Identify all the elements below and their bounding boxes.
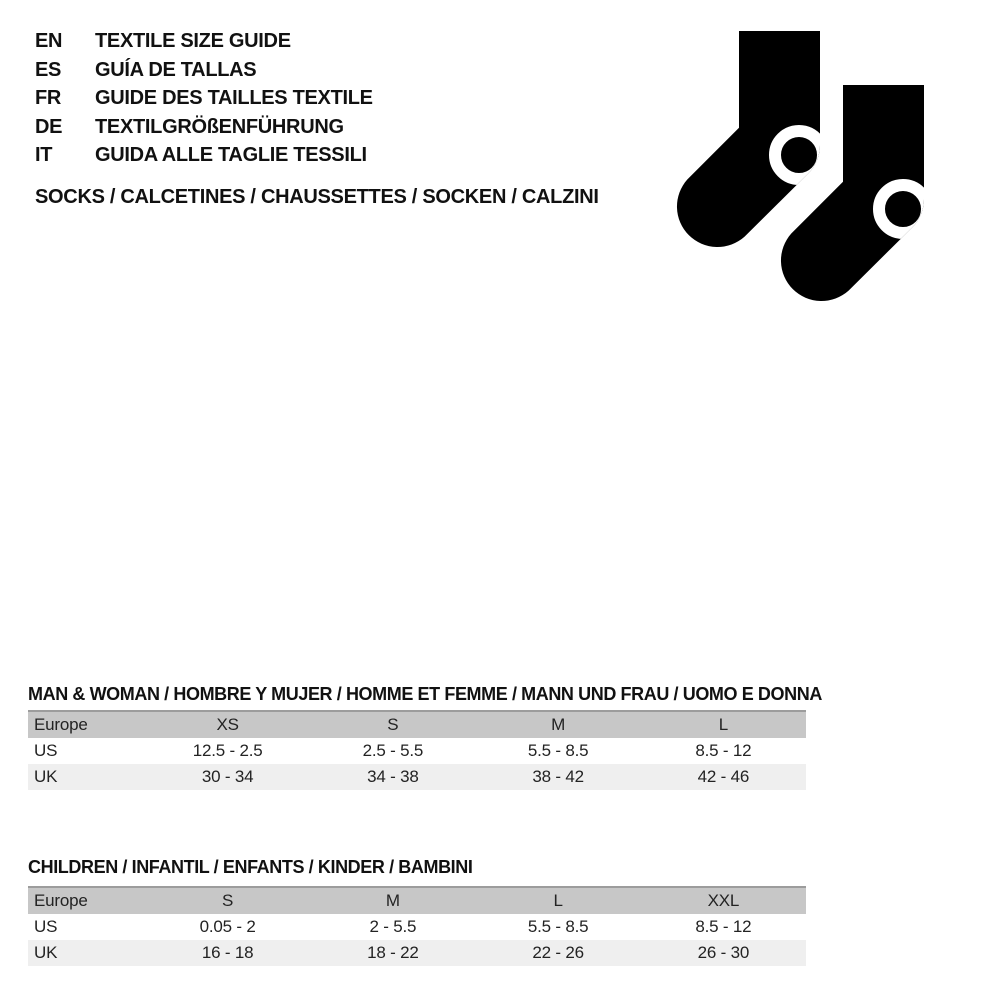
column-header: L: [718, 715, 728, 734]
size-range-cell: 12.5 - 2.5: [192, 741, 263, 760]
language-code: IT: [35, 144, 53, 166]
size-range-cell: 30 - 34: [201, 767, 254, 786]
language-row: [35, 27, 373, 56]
language-row: [35, 113, 373, 142]
column-header: XS: [216, 715, 239, 734]
table-row: [28, 738, 806, 764]
column-header: XXL: [707, 891, 740, 910]
size-range-cell: 5.5 - 8.5: [527, 917, 589, 936]
table-row: [28, 914, 806, 940]
size-range-cell: 38 - 42: [532, 767, 584, 786]
language-row: [35, 56, 373, 85]
size-range-cell: 2.5 - 5.5: [362, 741, 424, 760]
sock-back: [677, 31, 823, 247]
socks-icon: [663, 15, 953, 315]
language-code: ES: [35, 58, 62, 81]
table-row: [28, 764, 806, 790]
column-header: M: [385, 891, 400, 910]
table-header-row: [28, 887, 806, 914]
table-row: [28, 940, 806, 966]
category-heading: SOCKS / CALCETINES / CHAUSSETTES / SOCKEN / CALZINI: [35, 186, 599, 208]
row-label: UK: [34, 767, 58, 786]
size-range-cell: 2 - 5.5: [369, 917, 417, 936]
size-range-cell: 8.5 - 12: [695, 917, 752, 936]
size-range-cell: 34 - 38: [367, 767, 419, 786]
column-header: S: [387, 715, 399, 734]
column-header: Europe: [34, 715, 88, 734]
size-range-cell: 26 - 30: [697, 943, 750, 962]
row-label: UK: [34, 943, 58, 962]
language-code: EN: [35, 30, 63, 52]
language-label: TEXTILGRÖßENFÜHRUNG: [95, 115, 344, 138]
column-header: M: [551, 715, 566, 734]
size-range-cell: 18 - 22: [367, 943, 419, 962]
column-header: S: [222, 891, 234, 910]
language-row: [35, 141, 373, 170]
language-guide: [35, 27, 373, 170]
language-label: GUÍA DE TALLAS: [95, 58, 257, 81]
size-range-cell: 22 - 26: [532, 943, 584, 962]
language-code: DE: [35, 115, 63, 138]
size-range-cell: 8.5 - 12: [695, 741, 752, 760]
size-range-cell: 0.05 - 2: [199, 917, 256, 936]
language-row: [35, 84, 373, 113]
size-table-children: [28, 886, 806, 966]
column-header: Europe: [34, 891, 88, 910]
language-label: GUIDA ALLE TAGLIE TESSILI: [95, 144, 367, 166]
size-table-man-woman: [28, 710, 806, 790]
language-code: FR: [35, 87, 62, 109]
row-label: US: [34, 917, 58, 936]
size-range-cell: 16 - 18: [201, 943, 254, 962]
size-range-cell: 5.5 - 8.5: [527, 741, 589, 760]
size-range-cell: 42 - 46: [697, 767, 750, 786]
language-label: GUIDE DES TAILLES TEXTILE: [95, 87, 373, 109]
table-title-children: CHILDREN / INFANTIL / ENFANTS / KINDER / BAMBINI: [28, 857, 473, 877]
table-header-row: [28, 711, 806, 738]
column-header: L: [553, 891, 563, 910]
language-label: TEXTILE SIZE GUIDE: [95, 30, 291, 52]
row-label: US: [34, 741, 58, 760]
table-title-man-woman: MAN & WOMAN / HOMBRE Y MUJER / HOMME ET FEMME / MANN UND FRAU / UOMO E DONNA: [28, 684, 822, 704]
